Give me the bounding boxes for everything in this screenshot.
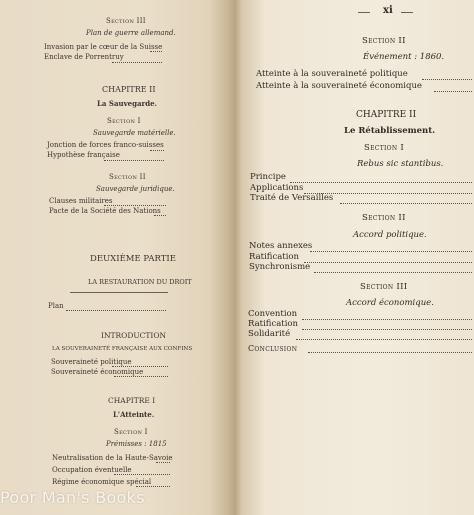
toc-entry: Ratification <box>248 319 299 329</box>
toc-entry: Notes annexes <box>249 241 313 251</box>
toc-entry-plan: Plan <box>48 302 64 310</box>
right-chapter-ii-title: CHAPITRE II <box>356 110 417 120</box>
left-chapter-i-subtitle: L'Atteinte. <box>113 410 155 419</box>
toc-entry: Hypothèse française <box>47 151 120 159</box>
dot-leader <box>290 182 472 183</box>
dot-leader <box>422 79 472 80</box>
right-ch2-section-ii-title: Section II <box>362 213 406 223</box>
left-chapter-ii-title: CHAPITRE II <box>102 85 156 94</box>
dot-leader <box>136 486 170 487</box>
dot-leader <box>340 203 472 204</box>
right-ch2-section-i-title: Section I <box>364 143 405 153</box>
toc-entry: Applications <box>250 183 304 193</box>
toc-entry: Clauses militaires <box>49 197 113 205</box>
dot-leader <box>150 150 164 151</box>
left-ch2-section-ii-title: Section II <box>109 173 146 181</box>
toc-entry: Principe <box>250 172 286 182</box>
toc-entry: Ratification <box>249 252 300 262</box>
toc-entry: Atteinte à la souveraineté économique <box>256 81 422 91</box>
left-section-iii-title: Section III <box>106 17 146 25</box>
dot-leader <box>302 319 472 320</box>
toc-entry: Enclave de Porrentruy <box>44 53 124 61</box>
right-page <box>238 0 474 515</box>
dot-leader <box>434 91 472 92</box>
toc-entry: Pacte de la Société des Nations <box>49 207 161 215</box>
left-chapter-ii-subtitle: La Sauvegarde. <box>97 99 157 108</box>
left-ch2-section-ii-subtitle: Sauvegarde juridique. <box>96 185 175 193</box>
left-part-two-subtitle: LA RESTAURATION DU DROIT <box>88 278 192 286</box>
dot-leader <box>156 462 170 463</box>
toc-entry: Invasion par le cœur de la Suisse <box>44 43 163 51</box>
dot-leader <box>302 329 472 330</box>
toc-entry: Synchronisme <box>249 262 311 272</box>
dot-leader <box>304 262 472 263</box>
left-chapter-i-title: CHAPITRE I <box>108 396 156 405</box>
dot-leader <box>104 160 164 161</box>
dot-leader <box>112 366 168 367</box>
dot-leader <box>314 272 472 273</box>
dot-leader <box>310 251 472 252</box>
toc-entry: Jonction de forces franco-suisses <box>47 141 164 149</box>
toc-entry: Traité de Versailles <box>250 193 334 203</box>
toc-entry: Occupation éventuelle <box>52 466 132 474</box>
header-rule-left <box>358 12 370 13</box>
right-ch2-section-iii-title: Section III <box>360 282 408 292</box>
header-rule-right <box>401 12 413 13</box>
left-introduction-title: INTRODUCTION <box>101 331 167 340</box>
left-ch2-section-i-title: Section I <box>107 117 141 125</box>
dot-leader <box>296 339 472 340</box>
dot-leader <box>112 62 162 63</box>
dot-leader <box>308 352 472 353</box>
left-part-two-title: DEUXIÈME PARTIE <box>90 254 176 264</box>
left-ch2-section-i-subtitle: Sauvegarde matérielle. <box>93 129 176 137</box>
toc-entry: Convention <box>248 309 298 319</box>
watermark-text: Poor Man's Books <box>0 488 145 507</box>
toc-entry-conclusion: Conclusion <box>248 344 298 353</box>
left-page <box>0 0 232 515</box>
toc-entry: Atteinte à la souveraineté politique <box>256 69 408 79</box>
toc-entry: Solidarité <box>248 329 291 339</box>
toc-entry: Régime économique spécial <box>52 478 152 486</box>
toc-entry: Neutralisation de la Haute-Savoie <box>52 454 173 462</box>
dot-leader <box>114 376 168 377</box>
right-ch2-section-iii-subtitle: Accord économique. <box>346 298 434 308</box>
dot-leader <box>154 215 166 216</box>
page-number: xi <box>383 5 393 16</box>
dot-leader <box>104 205 166 206</box>
left-introduction-subtitle: LA SOUVERAINETÉ FRANÇAISE AUX CONFINS <box>52 346 193 352</box>
toc-entry: Souveraineté politique <box>51 358 132 366</box>
dot-leader <box>150 51 162 52</box>
left-ch1-section-i-subtitle: Prémisses : 1815 <box>106 440 167 448</box>
right-chapter-ii-subtitle: Le Rétablissement. <box>344 126 436 136</box>
toc-entry: Souveraineté économique <box>51 368 144 376</box>
left-section-iii-subtitle: Plan de guerre allemand. <box>86 29 176 37</box>
left-ch1-section-i-title: Section I <box>114 428 148 436</box>
dot-leader <box>66 310 166 311</box>
right-ch2-section-ii-subtitle: Accord politique. <box>353 230 427 240</box>
separator-rule <box>70 292 168 293</box>
right-section-ii-title: Section II <box>362 36 406 46</box>
right-ch2-section-i-subtitle: Rebus sic stantibus. <box>357 159 444 169</box>
right-section-ii-subtitle: Événement : 1860. <box>363 52 445 62</box>
dot-leader <box>114 474 170 475</box>
